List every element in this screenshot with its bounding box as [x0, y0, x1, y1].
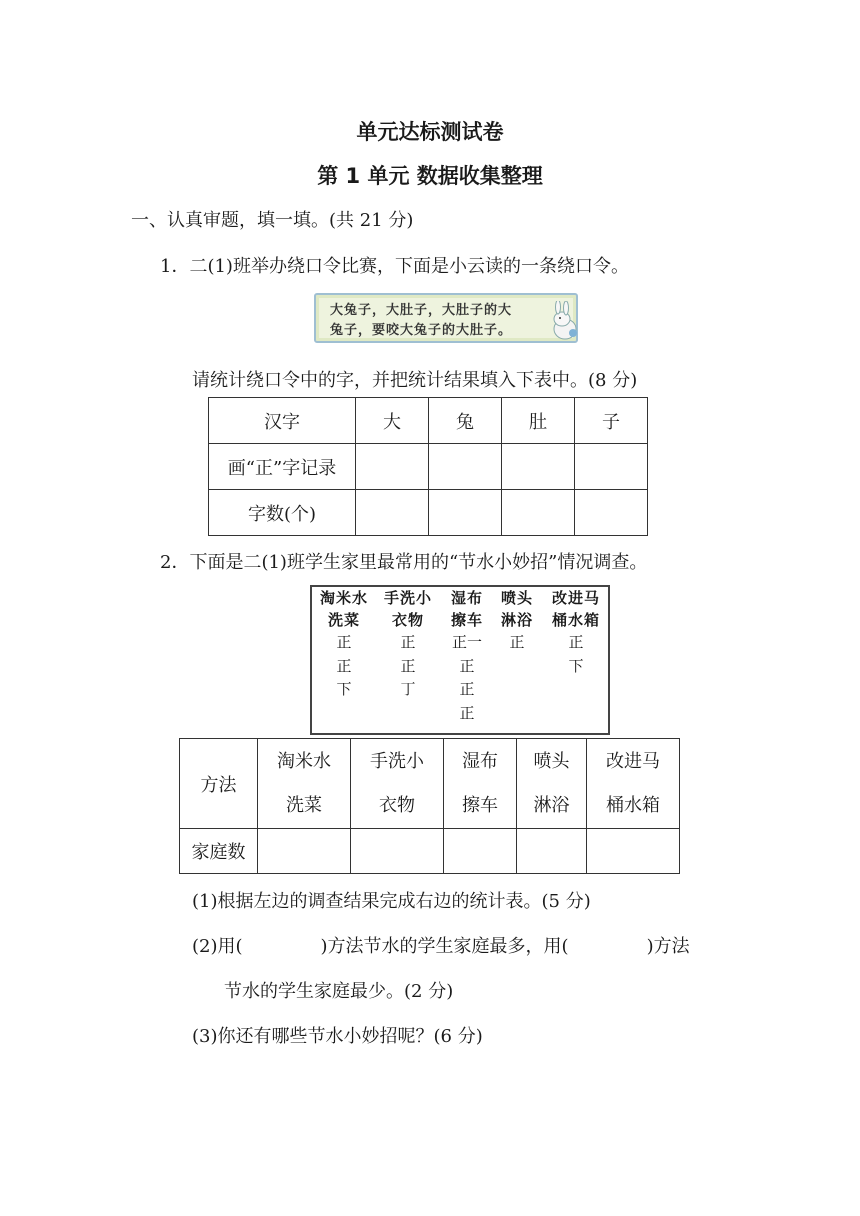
sub-question-3: (3)你还有哪些节水小妙招呢？(6 分) — [192, 1026, 483, 1047]
survey-heading: 洗菜 — [327, 611, 360, 629]
sub-question-2 — [192, 932, 690, 958]
question-1-text: 1．二(1)班举办绕口令比赛，下面是小云读的一条绕口令。 — [160, 256, 629, 277]
tally-mark: 正 — [400, 633, 416, 651]
answer-cell[interactable] — [444, 829, 517, 874]
survey-tally-image — [310, 585, 610, 735]
sub-question-2-line2: 节水的学生家庭最少。(2 分) — [224, 981, 454, 1002]
tally-mark: 正 — [459, 680, 475, 698]
method-line: 桶水箱 — [606, 794, 660, 816]
character-count-table — [208, 397, 648, 536]
survey-heading: 擦车 — [450, 611, 483, 629]
method-line: 淘米水 — [277, 750, 331, 772]
sub-question-1: (1)根据左边的调查结果完成右边的统计表。(5 分) — [192, 891, 591, 912]
tally-mark: 下 — [568, 656, 584, 675]
survey-column — [380, 587, 436, 702]
method-line: 湿布 — [462, 750, 498, 772]
survey-heading: 改进马 — [551, 589, 600, 607]
tally-mark: 正 — [336, 656, 352, 675]
method-line: 手洗小 — [370, 750, 424, 772]
page-title: 单元达标测试卷 — [356, 120, 504, 144]
answer-cell[interactable] — [575, 444, 648, 490]
method-line: 淋浴 — [533, 794, 570, 816]
survey-column — [446, 587, 488, 725]
answer-cell[interactable] — [575, 490, 648, 536]
header-cell: 子 — [575, 398, 648, 444]
header-cell: 大 — [356, 398, 429, 444]
answer-cell[interactable] — [502, 490, 575, 536]
tongue-twister-line: 大兔子，大肚子，大肚子的大 — [330, 303, 513, 318]
tally-mark: 正 — [459, 656, 475, 675]
row-label: 画“正”字记录 — [209, 444, 356, 490]
survey-heading: 喷头 — [500, 589, 533, 607]
answer-cell[interactable] — [587, 829, 680, 874]
tally-mark: 丁 — [400, 680, 416, 698]
answer-cell[interactable] — [351, 829, 444, 874]
method-line: 擦车 — [462, 794, 498, 816]
survey-heading: 桶水箱 — [551, 611, 600, 629]
survey-column — [548, 587, 604, 678]
method-line: 喷头 — [533, 750, 570, 772]
header-cell: 肚 — [502, 398, 575, 444]
method-cell — [517, 739, 587, 829]
answer-cell[interactable] — [517, 829, 587, 874]
survey-heading: 湿布 — [450, 589, 483, 607]
answer-cell[interactable] — [258, 829, 351, 874]
survey-heading: 手洗小 — [383, 589, 432, 607]
method-line: 洗菜 — [286, 794, 322, 816]
row-label: 字数(个) — [209, 490, 356, 536]
tally-mark: 正 — [568, 633, 584, 651]
tongue-twister-line: 兔子，要咬大兔子的大肚子。 — [330, 323, 513, 338]
tally-mark: 正一 — [451, 633, 482, 651]
survey-heading: 衣物 — [391, 611, 424, 629]
method-cell — [587, 739, 680, 829]
sub-question-2-text: (2)用( — [192, 936, 243, 957]
sub-question-2-text: )方法 — [646, 936, 690, 957]
tongue-twister-card — [314, 293, 578, 343]
sub-question-2-text: )方法节水的学生家庭最多，用( — [320, 936, 569, 957]
method-cell — [444, 739, 517, 829]
tally-mark: 正 — [400, 656, 416, 675]
page-subtitle: 第 1 单元 数据收集整理 — [317, 164, 543, 188]
tally-mark: 正 — [459, 703, 475, 722]
answer-cell[interactable] — [356, 490, 429, 536]
method-line: 改进马 — [606, 750, 660, 772]
answer-cell[interactable] — [429, 490, 502, 536]
row-label: 家庭数 — [180, 829, 258, 874]
header-cell: 方法 — [180, 739, 258, 829]
survey-heading: 淘米水 — [319, 589, 368, 607]
header-cell: 汉字 — [209, 398, 356, 444]
tally-mark: 下 — [336, 680, 352, 698]
method-cell — [351, 739, 444, 829]
answer-cell[interactable] — [356, 444, 429, 490]
method-line: 衣物 — [379, 794, 415, 816]
tally-mark: 正 — [336, 633, 352, 651]
survey-heading: 淋浴 — [500, 611, 533, 629]
water-saving-table — [179, 738, 680, 874]
section-heading: 一、认真审题，填一填。(共 21 分) — [131, 210, 414, 231]
tally-mark: 正 — [509, 633, 525, 651]
answer-cell[interactable] — [429, 444, 502, 490]
question-2-text: 2．下面是二(1)班学生家里最常用的“节水小妙招”情况调查。 — [160, 552, 648, 573]
method-cell — [258, 739, 351, 829]
answer-cell[interactable] — [502, 444, 575, 490]
survey-column — [316, 587, 372, 702]
question-1-instruction: 请统计绕口令中的字，并把统计结果填入下表中。(8 分) — [192, 370, 638, 391]
rabbit-icon — [546, 301, 580, 341]
header-cell: 兔 — [429, 398, 502, 444]
survey-column — [496, 587, 538, 655]
